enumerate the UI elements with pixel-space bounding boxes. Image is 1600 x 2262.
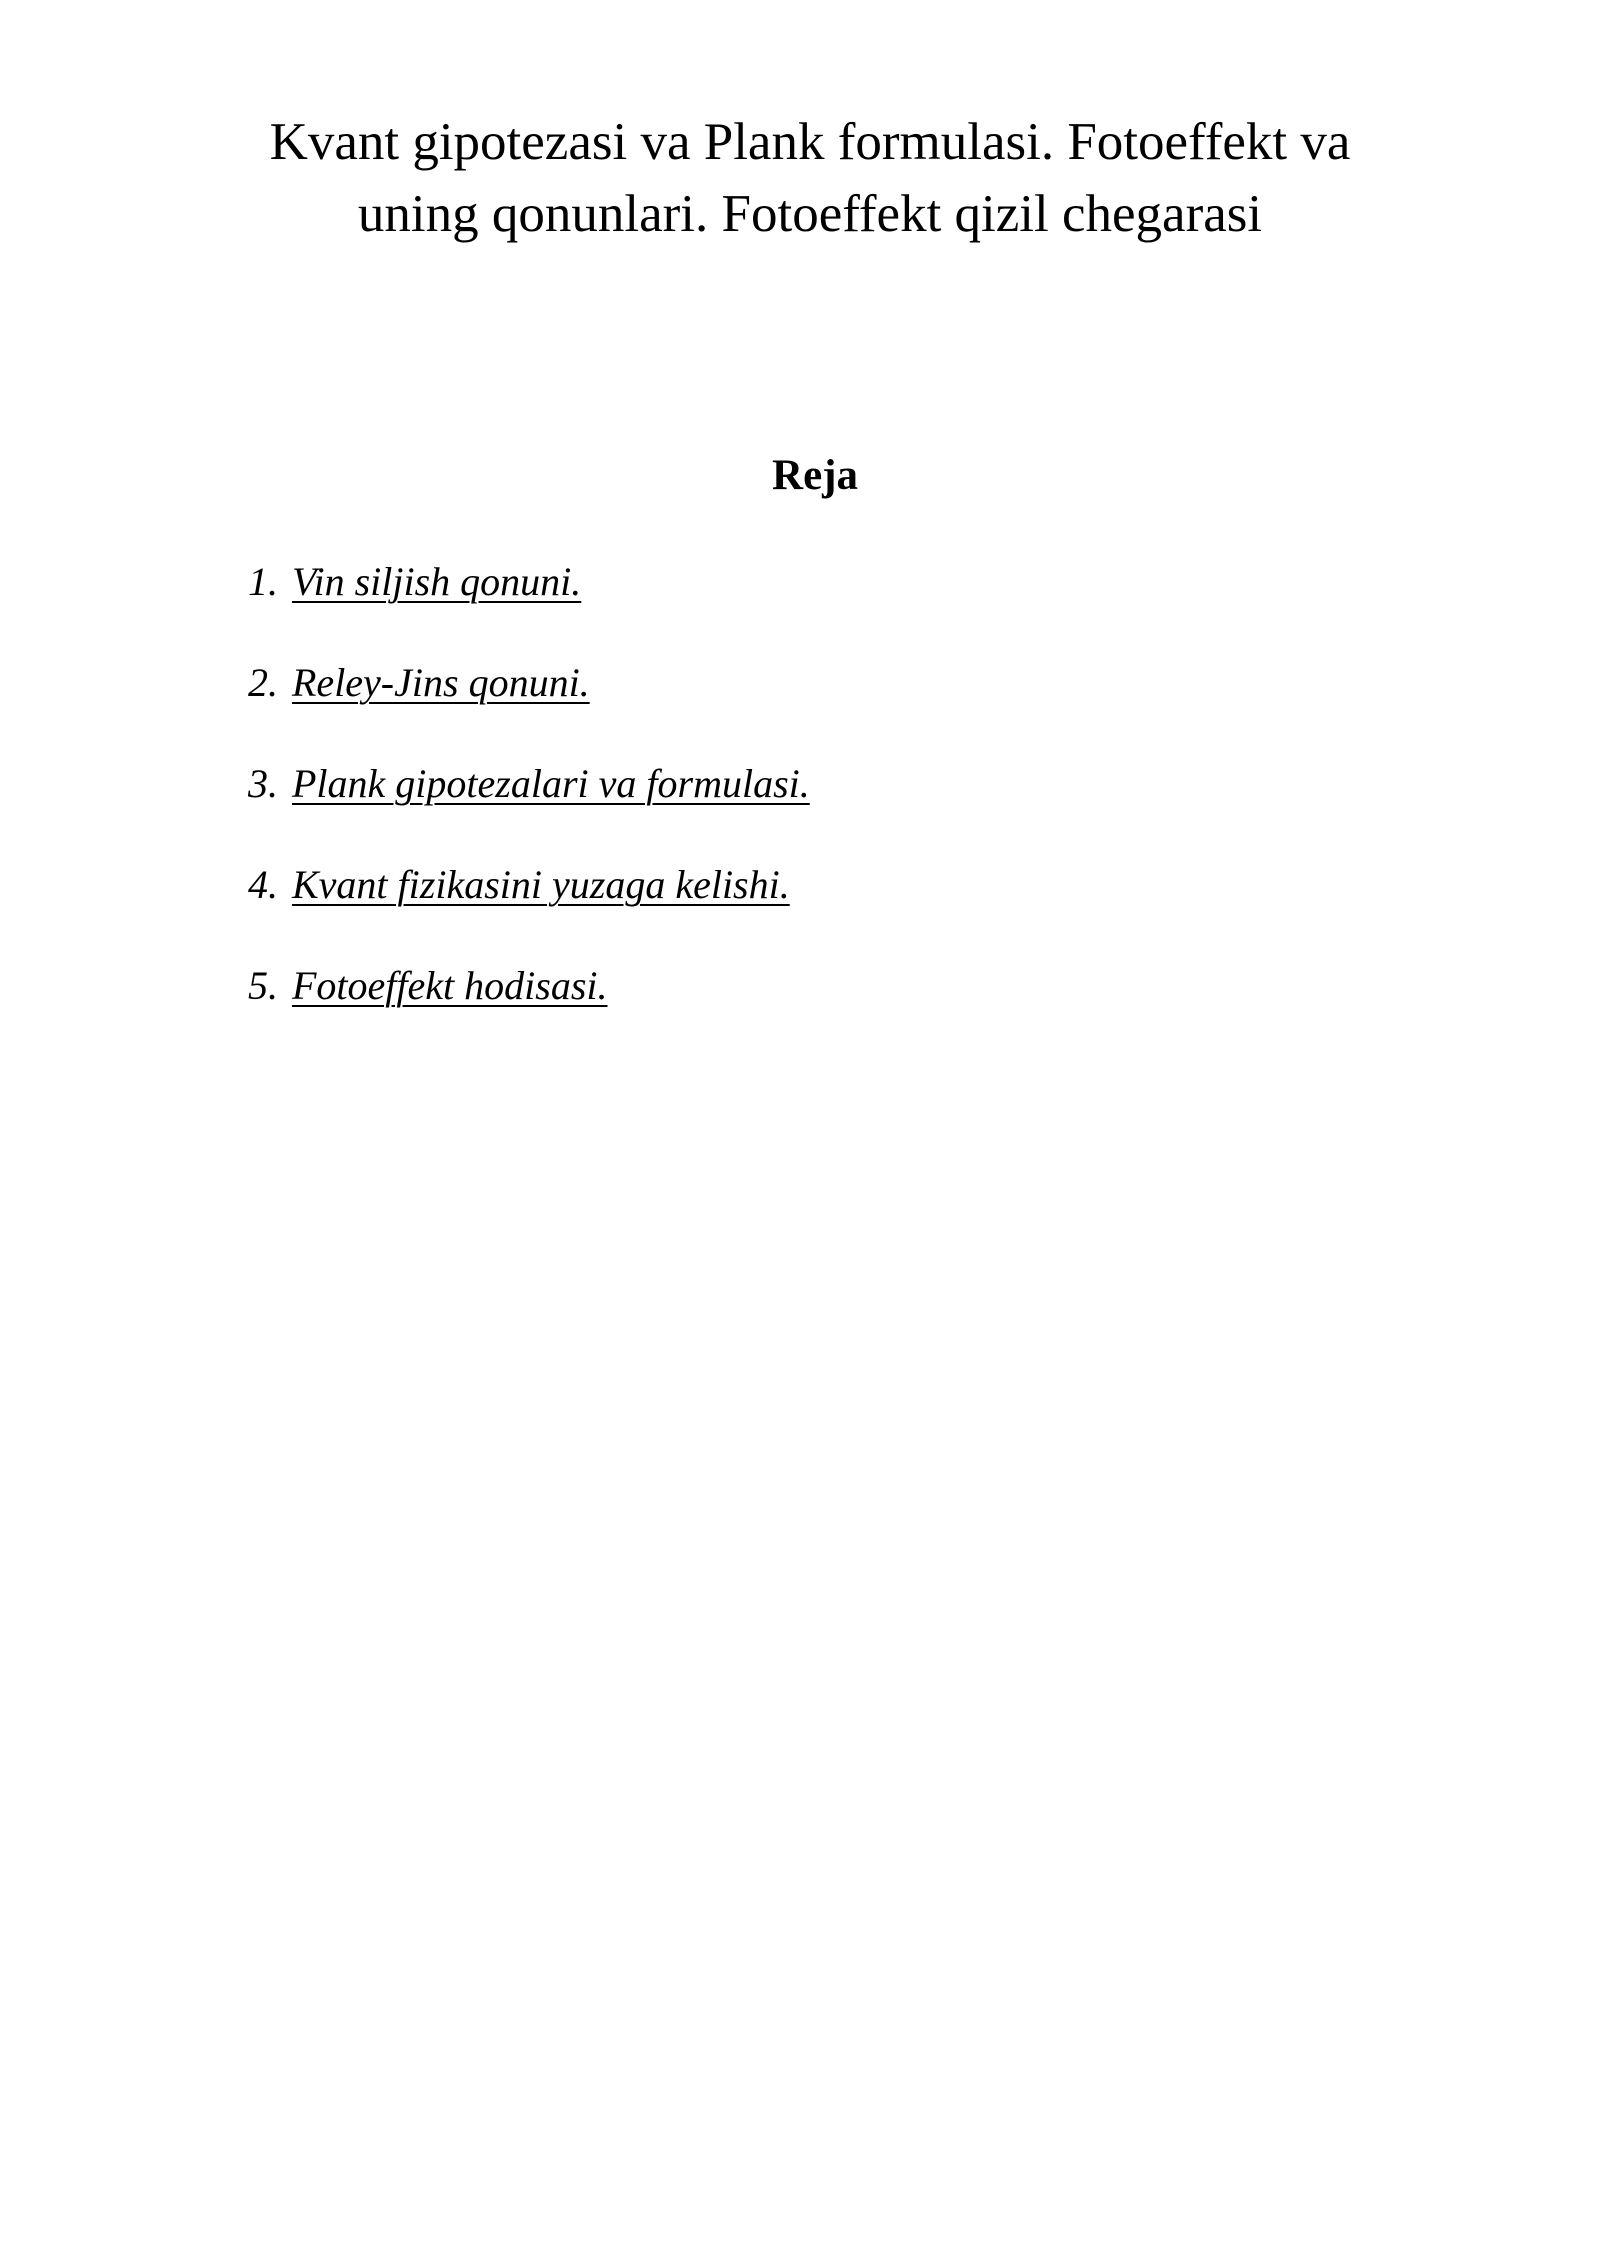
plan-link-kvant-fizikasi[interactable]: Kvant fizikasini yuzaga kelishi.	[292, 862, 790, 907]
title-line-1: Kvant gipotezasi va Plank formulasi. Fotoeffekt va	[269, 113, 1351, 171]
plan-item-number: 3.	[248, 761, 278, 806]
plan-link-fotoeffekt-hodisasi[interactable]: Fotoeffekt hodisasi.	[292, 963, 608, 1008]
plan-list	[248, 554, 810, 1059]
plan-item-number: 4.	[248, 862, 278, 907]
page-title	[160, 106, 1460, 250]
plan-item-5	[248, 958, 810, 1059]
plan-item-number: 1.	[248, 559, 278, 604]
plan-heading: Reja	[772, 452, 858, 499]
plan-link-reley-jins-qonuni[interactable]: Reley-Jins qonuni.	[292, 660, 590, 705]
plan-item-number: 2.	[248, 660, 278, 705]
title-line-2: uning qonunlari. Fotoeffekt qizil chegarasi	[357, 185, 1263, 243]
plan-item-number: 5.	[248, 963, 278, 1008]
plan-item-3	[248, 756, 810, 857]
plan-link-vin-siljish-qonuni[interactable]: Vin siljish qonuni.	[292, 559, 582, 604]
plan-item-2	[248, 655, 810, 756]
plan-item-1	[248, 554, 810, 655]
plan-item-4	[248, 857, 810, 958]
plan-link-plank-gipotezalari[interactable]: Plank gipotezalari va formulasi.	[292, 761, 810, 806]
